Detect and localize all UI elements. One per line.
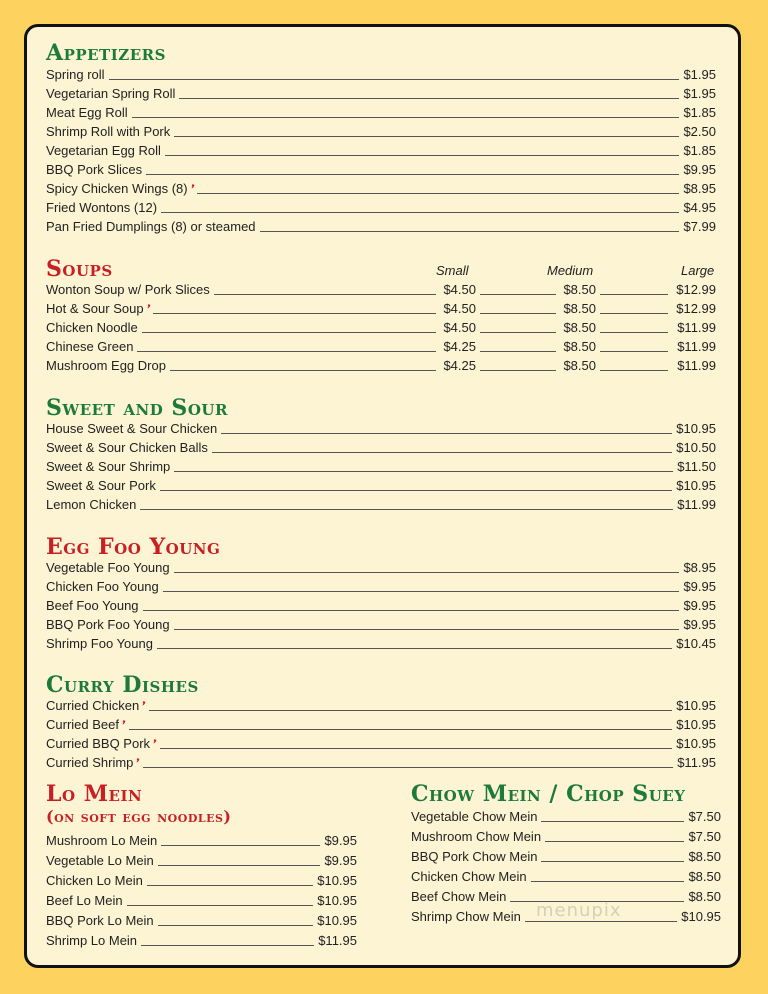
item-price: $9.95: [683, 598, 716, 613]
menu-item: [46, 697, 716, 715]
item-price-large: $12.99: [676, 282, 716, 297]
item-price: $10.95: [676, 698, 716, 713]
item-name: Chicken Foo Young: [46, 579, 159, 594]
leader-line: [600, 370, 668, 371]
lo-mein-title: Lo Mein: [46, 781, 143, 807]
item-price: $8.95: [683, 181, 716, 196]
item-price: $10.95: [317, 873, 357, 888]
watermark: menupix: [536, 900, 622, 921]
item-name: BBQ Pork Foo Young: [46, 617, 170, 632]
menu-item: [46, 477, 716, 495]
item-price-medium: $8.50: [563, 320, 596, 335]
leader-line: [163, 591, 680, 592]
leader-line: [600, 313, 668, 314]
item-name: Spicy Chicken Wings (8): [46, 181, 188, 196]
leader-line: [531, 881, 685, 882]
chili-pepper-icon: ❜: [149, 736, 159, 752]
item-name: Beef Chow Mein: [411, 889, 507, 904]
item-name: BBQ Pork Slices: [46, 162, 143, 177]
size-header-large: Large: [681, 263, 715, 278]
menu-item: [46, 852, 357, 870]
soups-title: Soups: [46, 256, 113, 282]
menu-item: [46, 218, 716, 236]
item-price: $7.50: [688, 809, 721, 824]
item-price: $2.50: [683, 124, 716, 139]
leader-line: [170, 370, 436, 371]
leader-line: [143, 767, 673, 768]
leader-line: [480, 370, 556, 371]
item-name: Vegetarian Egg Roll: [46, 143, 161, 158]
leader-line: [149, 710, 672, 711]
size-header-medium: Medium: [547, 263, 594, 278]
item-price: $10.95: [676, 421, 716, 436]
menu-item: [411, 808, 721, 826]
item-name: Shrimp Foo Young: [46, 636, 153, 651]
item-name: Sweet & Sour Pork: [46, 478, 156, 493]
item-price: $10.45: [676, 636, 716, 651]
leader-line: [174, 136, 679, 137]
item-price: $10.95: [676, 736, 716, 751]
chili-pepper-icon: ❜: [133, 755, 142, 771]
menu-item: [46, 872, 357, 890]
item-name: Chicken Chow Mein: [411, 869, 527, 884]
menu-item: [411, 868, 721, 886]
leader-line: [141, 945, 314, 946]
leader-line: [158, 865, 321, 866]
leader-line: [109, 79, 680, 80]
leader-line: [129, 729, 672, 730]
leader-line: [158, 925, 314, 926]
menu-item: [46, 458, 716, 476]
item-price: $10.95: [676, 717, 716, 732]
leader-line: [142, 332, 436, 333]
leader-line: [214, 294, 436, 295]
chow-mein-title: Chow Mein / Chop Suey: [411, 781, 686, 807]
item-name: BBQ Pork Chow Mein: [411, 849, 538, 864]
item-price: $4.95: [683, 200, 716, 215]
item-price: $8.50: [688, 869, 721, 884]
menu-item: [46, 635, 716, 653]
menu-item: [46, 123, 716, 141]
menu-item: [46, 616, 716, 634]
leader-line: [480, 313, 556, 314]
item-price: $9.95: [683, 617, 716, 632]
item-price-small: $4.50: [443, 301, 476, 316]
menu-item: [46, 597, 716, 615]
chili-pepper-icon: ❜: [187, 181, 196, 197]
item-price-small: $4.25: [443, 358, 476, 373]
item-name: Vegetable Foo Young: [46, 560, 170, 575]
item-price: $1.85: [683, 105, 716, 120]
item-name: Mushroom Egg Drop: [46, 358, 166, 373]
leader-line: [147, 885, 313, 886]
item-price: $9.95: [324, 853, 357, 868]
item-price: $11.95: [677, 755, 716, 770]
leader-line: [127, 905, 314, 906]
leader-line: [179, 98, 679, 99]
leader-line: [600, 332, 668, 333]
menu-item: [46, 180, 716, 198]
item-name: House Sweet & Sour Chicken: [46, 421, 218, 436]
leader-line: [221, 433, 672, 434]
leader-line: [174, 572, 680, 573]
leader-line: [174, 471, 673, 472]
leader-line: [480, 294, 556, 295]
menu-item: [46, 300, 716, 318]
item-price: $11.99: [677, 497, 716, 512]
item-price-medium: $8.50: [563, 301, 596, 316]
leader-line: [541, 821, 684, 822]
menu-item: [46, 420, 716, 438]
leader-line: [132, 117, 680, 118]
item-name: Curried Beef: [46, 717, 119, 732]
item-price: $10.95: [317, 893, 357, 908]
leader-line: [197, 193, 679, 194]
leader-line: [174, 629, 680, 630]
item-price: $10.50: [676, 440, 716, 455]
menu-item: [46, 912, 357, 930]
item-name: Shrimp Chow Mein: [411, 909, 521, 924]
leader-line: [161, 845, 320, 846]
menu-item: [46, 832, 357, 850]
item-name: Meat Egg Roll: [46, 105, 128, 120]
item-name: Spring roll: [46, 67, 105, 82]
item-name: Wonton Soup w/ Pork Slices: [46, 282, 210, 297]
item-price-large: $11.99: [677, 320, 716, 335]
item-name: BBQ Pork Lo Mein: [46, 913, 154, 928]
menu-item: [46, 578, 716, 596]
item-name: Chicken Noodle: [46, 320, 138, 335]
item-price-small: $4.50: [443, 282, 476, 297]
menu-item: [46, 559, 716, 577]
item-price: $8.95: [683, 560, 716, 575]
size-header-small: Small: [436, 263, 469, 278]
item-name: Vegetable Lo Mein: [46, 853, 154, 868]
item-price: $7.99: [683, 219, 716, 234]
item-price: $7.50: [688, 829, 721, 844]
item-name: Pan Fried Dumplings (8) or steamed: [46, 219, 256, 234]
menu-item: [46, 892, 357, 910]
item-price: $9.95: [683, 579, 716, 594]
leader-line: [153, 313, 436, 314]
leader-line: [600, 351, 668, 352]
item-name: Vegetarian Spring Roll: [46, 86, 176, 101]
menu-item: [46, 66, 716, 84]
leader-line: [143, 610, 680, 611]
leader-line: [600, 294, 668, 295]
leader-line: [525, 921, 677, 922]
menu-item: [411, 828, 721, 846]
item-price-medium: $8.50: [563, 339, 596, 354]
item-price: $8.50: [688, 889, 721, 904]
item-price: $9.95: [324, 833, 357, 848]
leader-line: [137, 351, 436, 352]
curry-title: Curry Dishes: [46, 672, 199, 698]
leader-line: [480, 332, 556, 333]
menu-item: [46, 338, 716, 356]
leader-line: [260, 231, 680, 232]
egg-foo-young-title: Egg Foo Young: [46, 534, 221, 560]
chili-pepper-icon: ❜: [118, 717, 128, 733]
leader-line: [146, 174, 679, 175]
item-price-medium: $8.50: [563, 282, 596, 297]
item-name: Sweet & Sour Chicken Balls: [46, 440, 208, 455]
item-name: Shrimp Roll with Pork: [46, 124, 171, 139]
menu-item: [46, 85, 716, 103]
lo-mein-subtitle: (on soft egg noodles): [46, 807, 232, 826]
leader-line: [160, 748, 672, 749]
leader-line: [165, 155, 680, 156]
item-name: Curried Shrimp: [46, 755, 134, 770]
item-price: $1.85: [683, 143, 716, 158]
item-price: $11.95: [318, 933, 357, 948]
item-price-small: $4.50: [443, 320, 476, 335]
item-price: $11.50: [677, 459, 716, 474]
item-price: $9.95: [683, 162, 716, 177]
item-price-small: $4.25: [443, 339, 476, 354]
menu-item: [46, 357, 716, 375]
item-name: Sweet & Sour Shrimp: [46, 459, 171, 474]
menu-item: [411, 848, 721, 866]
menu-item: [46, 281, 716, 299]
item-name: Beef Lo Mein: [46, 893, 123, 908]
leader-line: [140, 509, 673, 510]
leader-line: [160, 490, 672, 491]
sweet-sour-title: Sweet and Sour: [46, 395, 228, 421]
item-name: Vegetable Chow Mein: [411, 809, 538, 824]
menu-item: [46, 716, 716, 734]
item-name: Hot & Sour Soup: [46, 301, 144, 316]
item-price-large: $11.99: [677, 358, 716, 373]
leader-line: [480, 351, 556, 352]
menu-item: [46, 496, 716, 514]
menu-item: [46, 735, 716, 753]
item-name: Curried BBQ Pork: [46, 736, 151, 751]
menu-item: [46, 319, 716, 337]
item-name: Chicken Lo Mein: [46, 873, 143, 888]
item-name: Beef Foo Young: [46, 598, 139, 613]
item-name: Mushroom Lo Mein: [46, 833, 158, 848]
item-price: $1.95: [683, 86, 716, 101]
item-name: Lemon Chicken: [46, 497, 137, 512]
menu-item: [46, 104, 716, 122]
item-price: $1.95: [683, 67, 716, 82]
leader-line: [545, 841, 684, 842]
chili-pepper-icon: ❜: [138, 698, 148, 714]
leader-line: [157, 648, 672, 649]
menu-item: [46, 199, 716, 217]
item-name: Fried Wontons (12): [46, 200, 158, 215]
item-name: Chinese Green: [46, 339, 134, 354]
item-price-medium: $8.50: [563, 358, 596, 373]
item-name: Mushroom Chow Mein: [411, 829, 542, 844]
menu-item: [46, 142, 716, 160]
chili-pepper-icon: ❜: [143, 301, 152, 317]
item-price: $10.95: [681, 909, 721, 924]
item-price-large: $12.99: [676, 301, 716, 316]
leader-line: [212, 452, 672, 453]
menu-item: [46, 161, 716, 179]
menu-item: [46, 439, 716, 457]
appetizers-title: Appetizers: [46, 40, 166, 66]
leader-line: [161, 212, 679, 213]
item-name: Curried Chicken: [46, 698, 140, 713]
menu-item: [46, 932, 357, 950]
leader-line: [541, 861, 684, 862]
item-price: $10.95: [676, 478, 716, 493]
item-price: $8.50: [688, 849, 721, 864]
menu-item: [46, 754, 716, 772]
item-price: $10.95: [317, 913, 357, 928]
item-name: Shrimp Lo Mein: [46, 933, 138, 948]
item-price-large: $11.99: [677, 339, 716, 354]
